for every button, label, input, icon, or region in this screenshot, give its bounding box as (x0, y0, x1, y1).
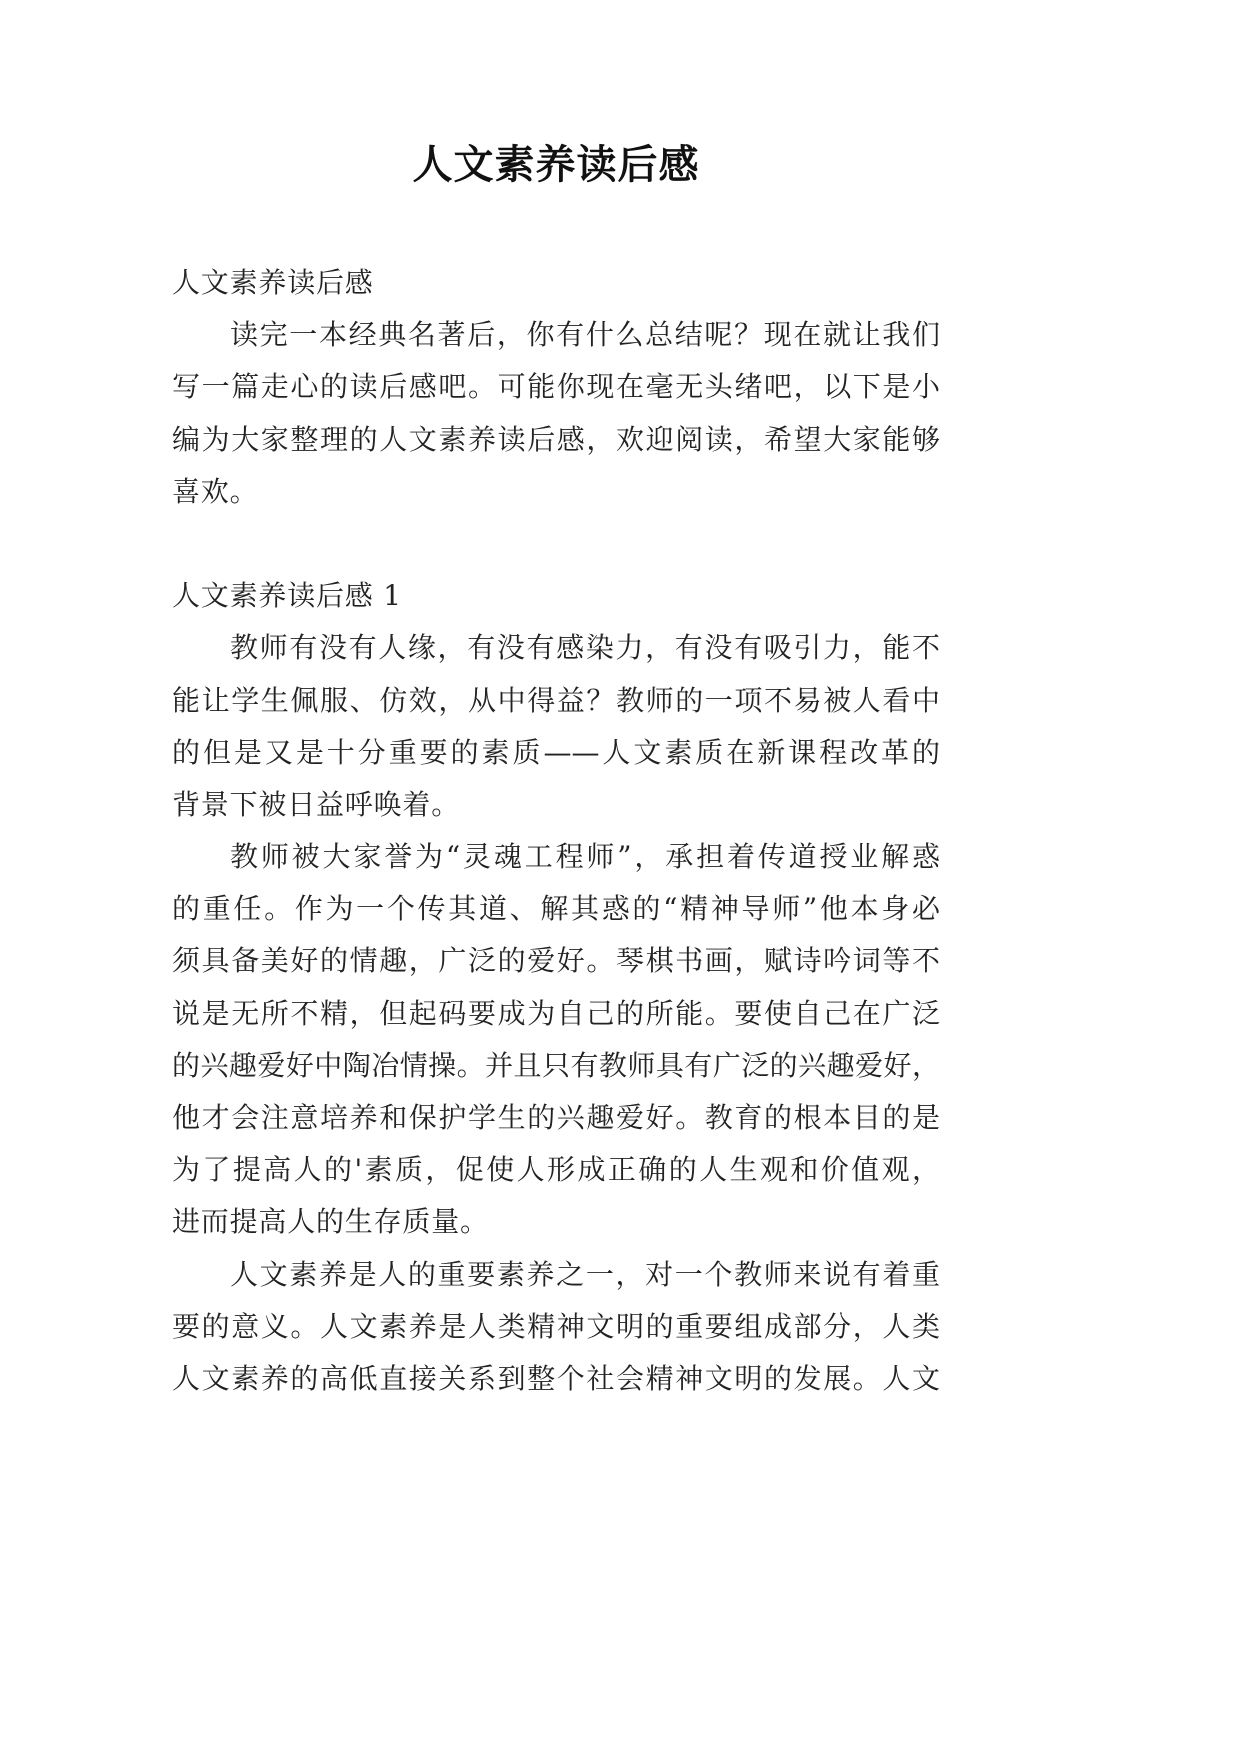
paragraph-line: 须具备美好的情趣，广泛的爱好。琴棋书画，赋诗吟词等不 (172, 944, 940, 978)
paragraph-line: 进而提高人的生存质量。 (172, 1205, 489, 1239)
body-paragraph (172, 622, 940, 831)
paragraph-line: 读完一本经典名著后，你有什么总结呢？现在就让我们 (230, 318, 940, 352)
document-body (172, 257, 940, 1405)
intro-paragraph (172, 309, 940, 518)
paragraph-line: 为了提高人的'素质，促使人形成正确的人生观和价值观， (172, 1153, 940, 1187)
paragraph-line: 教师有没有人缘，有没有感染力，有没有吸引力，能不 (230, 631, 940, 665)
paragraph-line: 背景下被日益呼唤着。 (172, 787, 461, 821)
intro-heading: 人文素养读后感 (172, 266, 374, 299)
paragraph-line: 喜欢。 (172, 474, 259, 508)
paragraph-line: 能让学生佩服、仿效，从中得益？教师的一项不易被人看中 (172, 683, 940, 717)
paragraph-line: 人文素养的高低直接关系到整个社会精神文明的发展。人文 (172, 1361, 940, 1395)
paragraph-line: 要的意义。人文素养是人类精神文明的重要组成部分，人类 (172, 1309, 940, 1343)
section-heading: 人文素养读后感 1 (172, 579, 402, 613)
paragraph-line: 写一篇走心的读后感吧。可能你现在毫无头绪吧，以下是小 (172, 370, 940, 404)
paragraph-line: 说是无所不精，但起码要成为自己的所能。要使自己在广泛 (172, 996, 940, 1030)
paragraph-line: 教师被大家誉为“灵魂工程师”，承担着传道授业解惑 (230, 840, 940, 874)
paragraph-line: 编为大家整理的人文素养读后感，欢迎阅读，希望大家能够 (172, 422, 940, 456)
paragraph-line: 的兴趣爱好中陶冶情操。并且只有教师具有广泛的兴趣爱好， (172, 1048, 940, 1082)
paragraph-line: 人文素养是人的重要素养之一，对一个教师来说有着重 (230, 1257, 940, 1291)
document-title: 人文素养读后感 (412, 141, 700, 188)
body-paragraph (172, 1249, 940, 1406)
paragraph-line: 的重任。作为一个传其道、解其惑的“精神导师”他本身必 (172, 892, 940, 926)
body-paragraph (172, 831, 940, 1249)
paragraph-line: 的但是又是十分重要的素质——人文素质在新课程改革的 (172, 735, 940, 769)
paragraph-line: 他才会注意培养和保护学生的兴趣爱好。教育的根本目的是 (172, 1101, 940, 1134)
